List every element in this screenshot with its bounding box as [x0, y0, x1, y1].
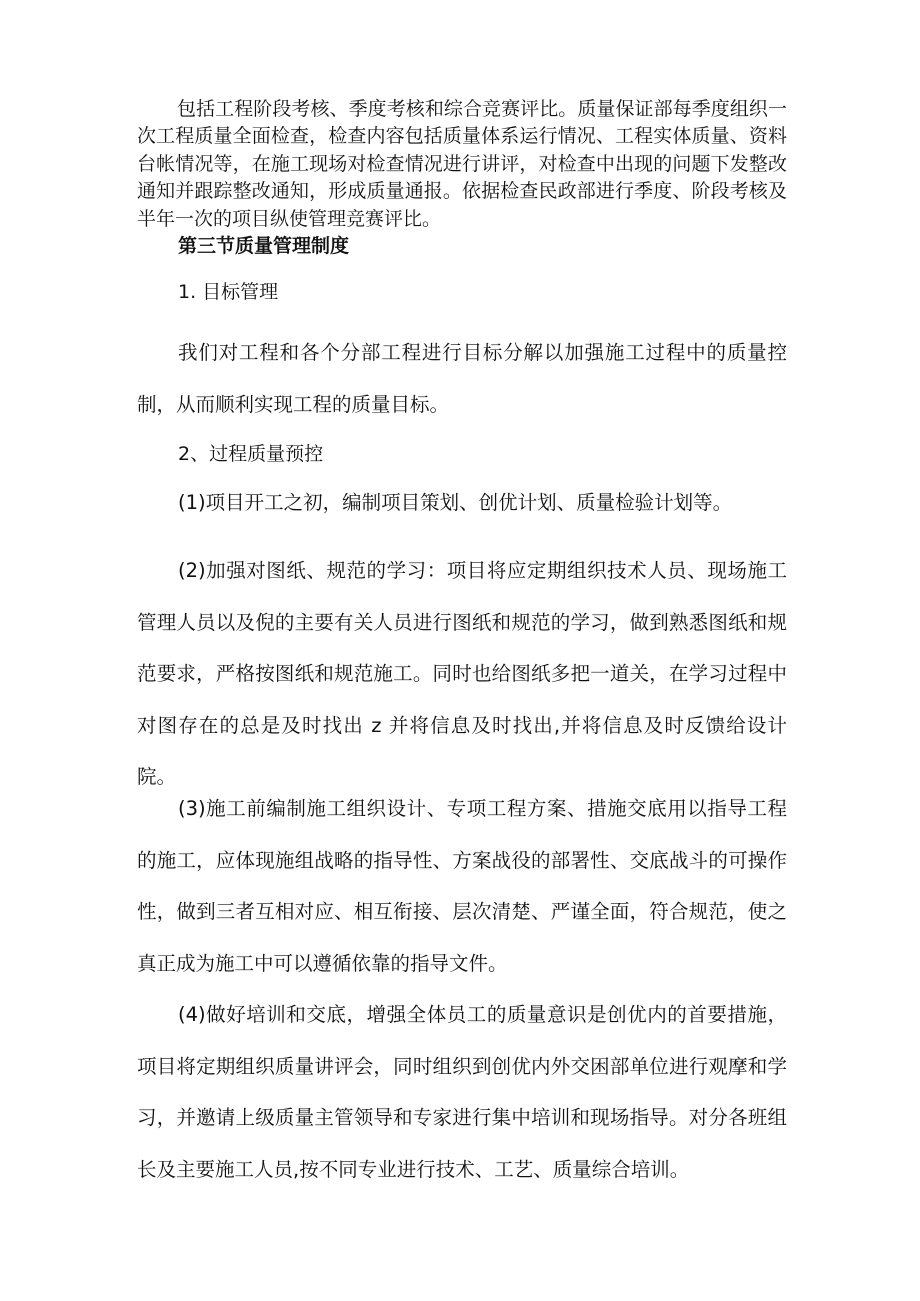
subsection-1-body: 我们对工程和各个分部工程进行目标分解以加强施工过程中的质量控制，从而顺利实现工程的质量目标。	[137, 341, 787, 416]
list-item-4: (4)做好培训和交底，增强全体员工的质量意识是创优内的首要措施，项目将定期组织质量讲评会，同时组织到创优内外交困部单位进行观摩和学习，并邀请上级质量主管领导和专家进行集中培训和现场指导。对分各班组长及主要施工人员,按不同专业进行技术、工艺、质量综合培训。	[137, 1003, 787, 1181]
subsection-1-title: 1. 目标管理	[178, 281, 279, 303]
list-item-1: (1)项目开工之初，编制项目策划、创优计划、质量检验计划等。	[178, 491, 733, 514]
intro-paragraph: 包括工程阶段考核、季度考核和综合竞赛评比。质量保证部每季度组织一次工程质量全面检查，检查内容包括质量体系运行情况、工程实体质量、资料台帐情况等，在施工现场对检查情况进行讲评，对检查中出现的问题下发整改通知并跟踪整改通知，形成质量通报。依据检查民政部进行季度、阶段考核及半年一次的项目纵使管理竞赛评比。	[137, 98, 787, 230]
list-item-2: (2)加强对图纸、规范的学习：项目将应定期组织技术人员、现场施工管理人员以及倪的主要有关人员进行图纸和规范的学习，做到熟悉图纸和规范要求，严格按图纸和规范施工。同时也给图纸多把一道关，在学习过程中对图存在的总是及时找出 z 并将信息及时找出,并将信息及时反馈给设计院。	[137, 559, 787, 788]
subsection-2-title: 2、过程质量预控	[178, 443, 324, 465]
section-heading: 第三节质量管理制度	[178, 235, 350, 257]
list-item-3: (3)施工前编制施工组织设计、专项工程方案、措施交底用以指导工程的施工，应体现施组战略的指导性、方案战役的部署性、交底战斗的可操作性，做到三者互相对应、相互衔接、层次清楚、严谨全面，符合规范，使之真正成为施工中可以遵循依靠的指导文件。	[137, 797, 787, 975]
